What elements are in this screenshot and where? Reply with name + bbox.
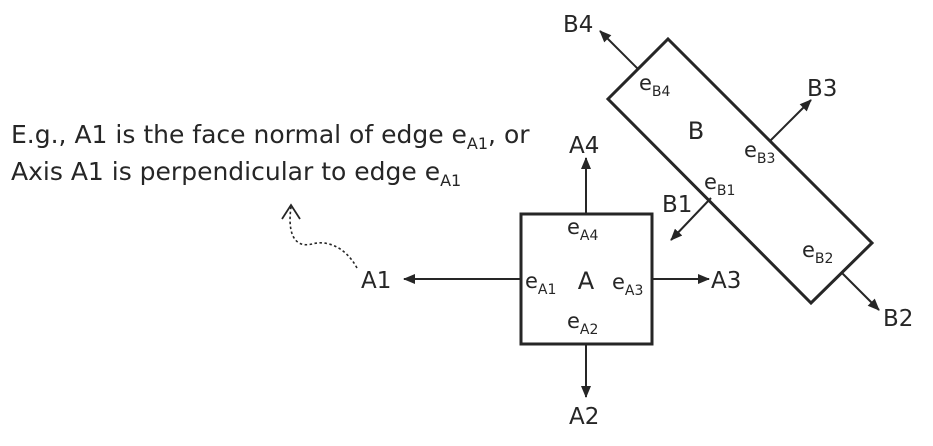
shape-b-label: B: [687, 117, 705, 145]
shape-a-label: A: [577, 267, 595, 295]
axis-b4-arrow: [600, 31, 638, 69]
edge-b3-label: $e_{B3}$: [744, 138, 776, 167]
dotted-pointer-arrow: [290, 207, 357, 268]
edge-a3-label: $e_{A3}$: [612, 270, 644, 299]
edge-b4-label: $e_{B4}$: [639, 71, 671, 100]
caption-line-2: Axis A1 is perpendicular to edge $e_{A1}$: [11, 157, 462, 190]
caption-line-1: E.g., A1 is the face normal of edge $e_{A1}$, or: [11, 120, 530, 153]
axis-b2-arrow: [842, 273, 879, 310]
edge-a1-label: $e_{A1}$: [525, 269, 557, 298]
edge-a4-label: $e_{A4}$: [567, 215, 599, 244]
axis-a4-label: A4: [569, 133, 600, 159]
edge-b1-label: $e_{B1}$: [704, 170, 736, 199]
axis-b3-arrow: [770, 100, 811, 141]
axis-a2-label: A2: [569, 404, 600, 430]
axis-a3-label: A3: [711, 268, 742, 294]
axis-a1-label: A1: [361, 268, 392, 294]
axis-b1-label: B1: [662, 192, 693, 218]
axis-b4-label: B4: [563, 12, 594, 38]
axis-b3-label: B3: [807, 76, 838, 102]
edge-a2-label: $e_{A2}$: [567, 309, 599, 338]
edge-b2-label: $e_{B2}$: [802, 238, 834, 267]
axis-b2-label: B2: [883, 306, 914, 332]
